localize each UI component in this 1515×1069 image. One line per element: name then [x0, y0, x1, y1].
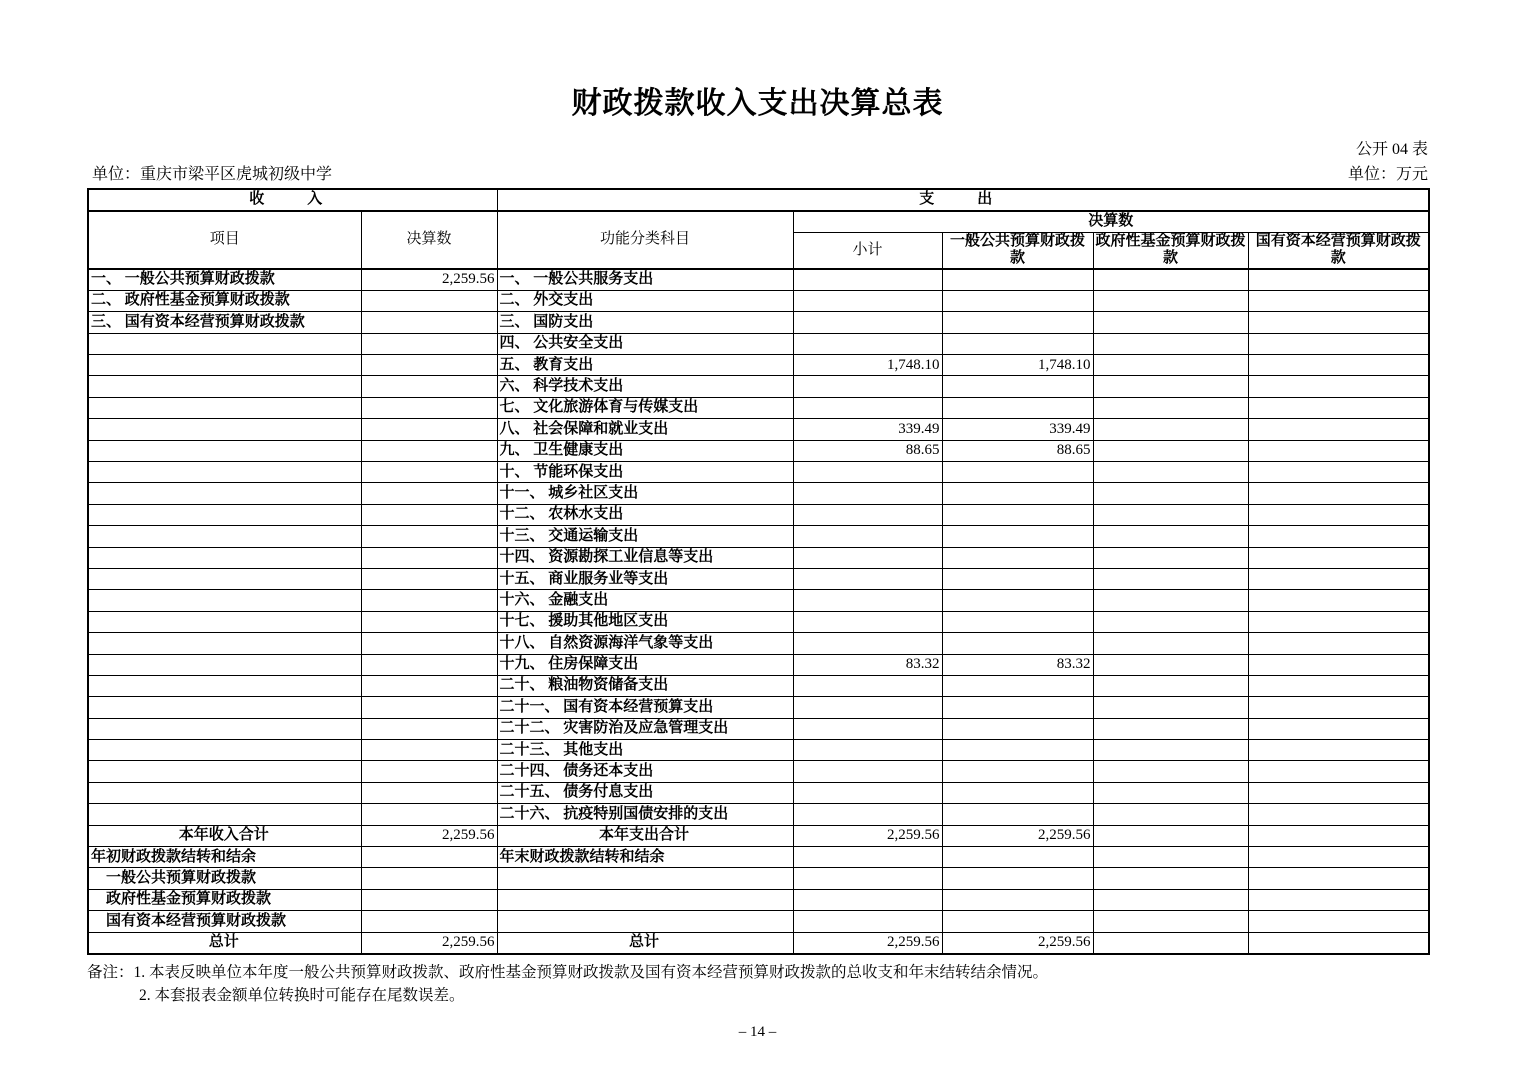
income-value-cell [361, 697, 497, 718]
general-public-value-cell [942, 312, 1093, 333]
expense-item-cell: 二十、 粮油物资储备支出 [497, 675, 793, 696]
income-item-cell: 年初财政拨款结转和结余 [88, 847, 361, 868]
govt-fund-value-cell [1093, 590, 1248, 611]
col-govt-fund-header: 政府性基金预算财政拨款 [1093, 233, 1248, 269]
income-value-cell [361, 504, 497, 525]
income-value-cell [361, 440, 497, 461]
expense-item-cell: 十八、 自然资源海洋气象等支出 [497, 633, 793, 654]
state-capital-value-cell [1248, 312, 1429, 333]
expense-item-cell [497, 889, 793, 910]
income-value-cell [361, 483, 497, 504]
general-public-value-cell [942, 740, 1093, 761]
state-capital-value-cell [1248, 376, 1429, 397]
subtotal-value-cell [793, 312, 942, 333]
table-row [88, 889, 1429, 910]
general-public-value-cell [942, 718, 1093, 739]
expense-item-cell: 六、 科学技术支出 [497, 376, 793, 397]
table-row [88, 654, 1429, 675]
table-row [88, 611, 1429, 632]
expense-item-cell: 一、 一般公共服务支出 [497, 269, 793, 291]
general-public-value-cell [942, 697, 1093, 718]
general-public-value-cell [942, 804, 1093, 825]
subtotal-value-cell [793, 568, 942, 589]
state-capital-value-cell [1248, 889, 1429, 910]
subtotal-value-cell [793, 547, 942, 568]
income-item-cell [88, 547, 361, 568]
income-value-cell: 2,259.56 [361, 825, 497, 846]
general-public-value-cell [942, 462, 1093, 483]
table-row [88, 868, 1429, 889]
income-value-cell [361, 868, 497, 889]
general-public-value-cell [942, 590, 1093, 611]
general-public-value-cell [942, 611, 1093, 632]
expense-item-cell: 二十六、 抗疫特别国债安排的支出 [497, 804, 793, 825]
income-value-cell: 2,259.56 [361, 932, 497, 954]
general-public-value-cell: 88.65 [942, 440, 1093, 461]
state-capital-value-cell [1248, 697, 1429, 718]
state-capital-value-cell [1248, 804, 1429, 825]
income-item-cell [88, 483, 361, 504]
subtotal-value-cell: 88.65 [793, 440, 942, 461]
general-public-value-cell: 2,259.56 [942, 825, 1093, 846]
govt-fund-value-cell [1093, 397, 1248, 418]
govt-fund-value-cell [1093, 654, 1248, 675]
expense-item-cell: 总计 [497, 932, 793, 954]
state-capital-value-cell [1248, 440, 1429, 461]
state-capital-value-cell [1248, 847, 1429, 868]
income-item-cell [88, 804, 361, 825]
income-item-cell [88, 740, 361, 761]
govt-fund-value-cell [1093, 483, 1248, 504]
general-public-value-cell [942, 568, 1093, 589]
expense-item-cell: 十七、 援助其他地区支出 [497, 611, 793, 632]
income-value-cell: 2,259.56 [361, 269, 497, 291]
govt-fund-value-cell [1093, 782, 1248, 803]
table-row [88, 825, 1429, 846]
income-item-cell [88, 568, 361, 589]
income-item-cell [88, 697, 361, 718]
table-row [88, 932, 1429, 954]
state-capital-value-cell [1248, 654, 1429, 675]
expense-item-cell: 十、 节能环保支出 [497, 462, 793, 483]
table-row [88, 568, 1429, 589]
state-capital-value-cell [1248, 761, 1429, 782]
govt-fund-value-cell [1093, 312, 1248, 333]
table-row [88, 419, 1429, 440]
income-item-cell [88, 611, 361, 632]
general-public-value-cell: 1,748.10 [942, 355, 1093, 376]
state-capital-value-cell [1248, 825, 1429, 846]
subtotal-value-cell [793, 804, 942, 825]
govt-fund-value-cell [1093, 355, 1248, 376]
income-value-cell [361, 376, 497, 397]
income-item-cell [88, 462, 361, 483]
col-state-capital-header: 国有资本经营预算财政拨款 [1248, 233, 1429, 269]
income-item-cell [88, 675, 361, 696]
govt-fund-value-cell [1093, 911, 1248, 932]
income-item-cell: 本年收入合计 [88, 825, 361, 846]
column-header-row-1 [88, 211, 1429, 233]
state-capital-value-cell [1248, 868, 1429, 889]
state-capital-value-cell [1248, 355, 1429, 376]
table-row [88, 761, 1429, 782]
income-item-cell [88, 504, 361, 525]
general-public-value-cell [942, 290, 1093, 311]
govt-fund-value-cell [1093, 889, 1248, 910]
state-capital-value-cell [1248, 483, 1429, 504]
table-row [88, 633, 1429, 654]
income-value-cell [361, 333, 497, 354]
subtotal-value-cell [793, 633, 942, 654]
state-capital-value-cell [1248, 526, 1429, 547]
subtotal-value-cell [793, 376, 942, 397]
subtotal-value-cell [793, 526, 942, 547]
subtotal-value-cell [793, 911, 942, 932]
income-value-cell [361, 312, 497, 333]
income-item-cell: 总计 [88, 932, 361, 954]
col-general-public-header: 一般公共预算财政拨款 [942, 233, 1093, 269]
govt-fund-value-cell [1093, 932, 1248, 954]
general-public-value-cell [942, 889, 1093, 910]
expense-item-cell: 十四、 资源勘探工业信息等支出 [497, 547, 793, 568]
table-row [88, 312, 1429, 333]
govt-fund-value-cell [1093, 761, 1248, 782]
general-public-value-cell [942, 547, 1093, 568]
expense-item-cell: 七、 文化旅游体育与传媒支出 [497, 397, 793, 418]
subtotal-value-cell [793, 697, 942, 718]
govt-fund-value-cell [1093, 547, 1248, 568]
note-line-1: 备注：1. 本表反映单位本年度一般公共预算财政拨款、政府性基金预算财政拨款及国有资本经营预算财政拨款的总收支和年末结转结余情况。 [87, 964, 1049, 981]
expense-item-cell: 三、 国防支出 [497, 312, 793, 333]
col-subtotal-header: 小计 [793, 233, 942, 269]
state-capital-value-cell [1248, 911, 1429, 932]
table-row [88, 526, 1429, 547]
income-value-cell [361, 355, 497, 376]
table-row [88, 355, 1429, 376]
subtotal-value-cell: 83.32 [793, 654, 942, 675]
govt-fund-value-cell [1093, 633, 1248, 654]
state-capital-value-cell [1248, 462, 1429, 483]
income-item-cell: 一、 一般公共预算财政拨款 [88, 269, 361, 291]
table-row [88, 290, 1429, 311]
general-public-value-cell [942, 333, 1093, 354]
state-capital-value-cell [1248, 718, 1429, 739]
table-code-label: 公开 04 表 [1355, 141, 1428, 158]
subtotal-value-cell: 339.49 [793, 419, 942, 440]
expense-item-cell: 年末财政拨款结转和结余 [497, 847, 793, 868]
general-public-value-cell: 339.49 [942, 419, 1093, 440]
expense-item-cell: 九、 卫生健康支出 [497, 440, 793, 461]
income-value-cell [361, 889, 497, 910]
note-line-2: 2. 本套报表金额单位转换时可能存在尾数误差。 [139, 987, 465, 1005]
income-value-cell [361, 290, 497, 311]
govt-fund-value-cell [1093, 269, 1248, 291]
govt-fund-value-cell [1093, 740, 1248, 761]
income-item-cell [88, 376, 361, 397]
table-row [88, 675, 1429, 696]
income-value-cell [361, 397, 497, 418]
expense-item-cell: 十二、 农林水支出 [497, 504, 793, 525]
table-row [88, 376, 1429, 397]
expense-item-cell: 十五、 商业服务业等支出 [497, 568, 793, 589]
income-item-cell: 国有资本经营预算财政拨款 [88, 911, 361, 932]
unit-name-label: 单位：重庆市梁平区虎城初级中学 [92, 166, 333, 183]
income-item-cell [88, 419, 361, 440]
subtotal-value-cell [793, 761, 942, 782]
table-body [88, 269, 1429, 955]
subtotal-value-cell [793, 611, 942, 632]
col-income-final-header: 决算数 [361, 211, 497, 269]
state-capital-value-cell [1248, 269, 1429, 291]
table-header [88, 189, 1429, 269]
govt-fund-value-cell [1093, 697, 1248, 718]
table-row [88, 483, 1429, 504]
income-section-header: 收 入 [88, 189, 497, 211]
income-item-cell: 一般公共预算财政拨款 [88, 868, 361, 889]
income-value-cell [361, 675, 497, 696]
subtotal-value-cell [793, 782, 942, 803]
table-row [88, 911, 1429, 932]
table-row [88, 697, 1429, 718]
general-public-value-cell [942, 847, 1093, 868]
income-value-cell [361, 611, 497, 632]
table-row [88, 782, 1429, 803]
general-public-value-cell [942, 483, 1093, 504]
expense-item-cell: 五、 教育支出 [497, 355, 793, 376]
govt-fund-value-cell [1093, 804, 1248, 825]
income-item-cell [88, 526, 361, 547]
subtotal-value-cell [793, 889, 942, 910]
income-item-cell [88, 782, 361, 803]
income-item-cell [88, 654, 361, 675]
income-value-cell [361, 547, 497, 568]
state-capital-value-cell [1248, 290, 1429, 311]
govt-fund-value-cell [1093, 675, 1248, 696]
subtotal-value-cell [793, 504, 942, 525]
govt-fund-value-cell [1093, 825, 1248, 846]
expense-item-cell [497, 911, 793, 932]
income-item-cell [88, 761, 361, 782]
income-value-cell [361, 804, 497, 825]
general-public-value-cell [942, 269, 1093, 291]
general-public-value-cell [942, 376, 1093, 397]
general-public-value-cell [942, 782, 1093, 803]
govt-fund-value-cell [1093, 504, 1248, 525]
govt-fund-value-cell [1093, 611, 1248, 632]
state-capital-value-cell [1248, 611, 1429, 632]
income-value-cell [361, 718, 497, 739]
income-item-cell [88, 333, 361, 354]
income-value-cell [361, 568, 497, 589]
income-value-cell [361, 761, 497, 782]
state-capital-value-cell [1248, 782, 1429, 803]
subtotal-value-cell [793, 590, 942, 611]
expense-item-cell: 二十四、 债务还本支出 [497, 761, 793, 782]
expense-item-cell: 十九、 住房保障支出 [497, 654, 793, 675]
general-public-value-cell [942, 526, 1093, 547]
budget-table [87, 188, 1430, 955]
general-public-value-cell [942, 761, 1093, 782]
govt-fund-value-cell [1093, 847, 1248, 868]
state-capital-value-cell [1248, 333, 1429, 354]
general-public-value-cell: 2,259.56 [942, 932, 1093, 954]
subtotal-value-cell [793, 675, 942, 696]
income-value-cell [361, 419, 497, 440]
income-item-cell [88, 440, 361, 461]
expense-item-cell: 二十二、 灾害防治及应急管理支出 [497, 718, 793, 739]
income-item-cell [88, 718, 361, 739]
col-functional-category-header: 功能分类科目 [497, 211, 793, 269]
meta-row [87, 161, 1428, 184]
notes [87, 961, 1428, 1008]
page-title: 财政拨款收入支出决算总表 [571, 87, 944, 120]
expense-item-cell: 二、 外交支出 [497, 290, 793, 311]
income-value-cell [361, 740, 497, 761]
col-item-header: 项目 [88, 211, 361, 269]
income-value-cell [361, 654, 497, 675]
govt-fund-value-cell [1093, 526, 1248, 547]
general-public-value-cell [942, 397, 1093, 418]
subtotal-value-cell [793, 483, 942, 504]
subtotal-value-cell [793, 740, 942, 761]
subtotal-value-cell [793, 290, 942, 311]
table-row [88, 847, 1429, 868]
table-row [88, 718, 1429, 739]
govt-fund-value-cell [1093, 419, 1248, 440]
govt-fund-value-cell [1093, 718, 1248, 739]
income-value-cell [361, 847, 497, 868]
table-row [88, 547, 1429, 568]
table-row [88, 333, 1429, 354]
expense-item-cell: 八、 社会保障和就业支出 [497, 419, 793, 440]
subtotal-value-cell [793, 333, 942, 354]
state-capital-value-cell [1248, 568, 1429, 589]
general-public-value-cell [942, 868, 1093, 889]
general-public-value-cell [942, 911, 1093, 932]
expense-item-cell [497, 868, 793, 889]
general-public-value-cell [942, 504, 1093, 525]
expense-item-cell: 二十五、 债务付息支出 [497, 782, 793, 803]
income-item-cell [88, 397, 361, 418]
table-row [88, 462, 1429, 483]
subtotal-value-cell: 2,259.56 [793, 932, 942, 954]
subtotal-value-cell [793, 462, 942, 483]
expense-item-cell: 十三、 交通运输支出 [497, 526, 793, 547]
govt-fund-value-cell [1093, 290, 1248, 311]
income-item-cell [88, 355, 361, 376]
state-capital-value-cell [1248, 504, 1429, 525]
subtotal-value-cell [793, 868, 942, 889]
govt-fund-value-cell [1093, 868, 1248, 889]
table-row [88, 590, 1429, 611]
general-public-value-cell [942, 633, 1093, 654]
table-row [88, 397, 1429, 418]
state-capital-value-cell [1248, 740, 1429, 761]
income-value-cell [361, 782, 497, 803]
subtotal-value-cell [793, 397, 942, 418]
govt-fund-value-cell [1093, 462, 1248, 483]
table-row [88, 740, 1429, 761]
expense-item-cell: 四、 公共安全支出 [497, 333, 793, 354]
state-capital-value-cell [1248, 590, 1429, 611]
govt-fund-value-cell [1093, 333, 1248, 354]
income-value-cell [361, 462, 497, 483]
general-public-value-cell: 83.32 [942, 654, 1093, 675]
state-capital-value-cell [1248, 419, 1429, 440]
govt-fund-value-cell [1093, 440, 1248, 461]
subtotal-value-cell [793, 847, 942, 868]
subtotal-value-cell: 1,748.10 [793, 355, 942, 376]
state-capital-value-cell [1248, 547, 1429, 568]
income-item-cell [88, 590, 361, 611]
general-public-value-cell [942, 675, 1093, 696]
expense-item-cell: 本年支出合计 [497, 825, 793, 846]
state-capital-value-cell [1248, 675, 1429, 696]
income-value-cell [361, 633, 497, 654]
expense-item-cell: 十六、 金融支出 [497, 590, 793, 611]
subtotal-value-cell [793, 269, 942, 291]
table-row [88, 269, 1429, 291]
state-capital-value-cell [1248, 932, 1429, 954]
expense-item-cell: 十一、 城乡社区支出 [497, 483, 793, 504]
expense-item-cell: 二十一、 国有资本经营预算支出 [497, 697, 793, 718]
income-value-cell [361, 590, 497, 611]
subtotal-value-cell [793, 718, 942, 739]
income-item-cell: 政府性基金预算财政拨款 [88, 889, 361, 910]
income-item-cell [88, 633, 361, 654]
expense-item-cell: 二十三、 其他支出 [497, 740, 793, 761]
expense-section-header: 支 出 [497, 189, 1429, 211]
govt-fund-value-cell [1093, 376, 1248, 397]
income-item-cell: 三、 国有资本经营预算财政拨款 [88, 312, 361, 333]
table-row [88, 440, 1429, 461]
state-capital-value-cell [1248, 397, 1429, 418]
income-value-cell [361, 526, 497, 547]
govt-fund-value-cell [1093, 568, 1248, 589]
section-header-row [88, 189, 1429, 211]
unit-measure-label: 单位：万元 [1347, 166, 1428, 183]
subtotal-value-cell: 2,259.56 [793, 825, 942, 846]
state-capital-value-cell [1248, 633, 1429, 654]
page-number: – 14 – [738, 1024, 777, 1040]
income-value-cell [361, 911, 497, 932]
income-item-cell: 二、 政府性基金预算财政拨款 [88, 290, 361, 311]
table-row [88, 504, 1429, 525]
table-row [88, 804, 1429, 825]
col-expense-final-header: 决算数 [793, 211, 1429, 233]
